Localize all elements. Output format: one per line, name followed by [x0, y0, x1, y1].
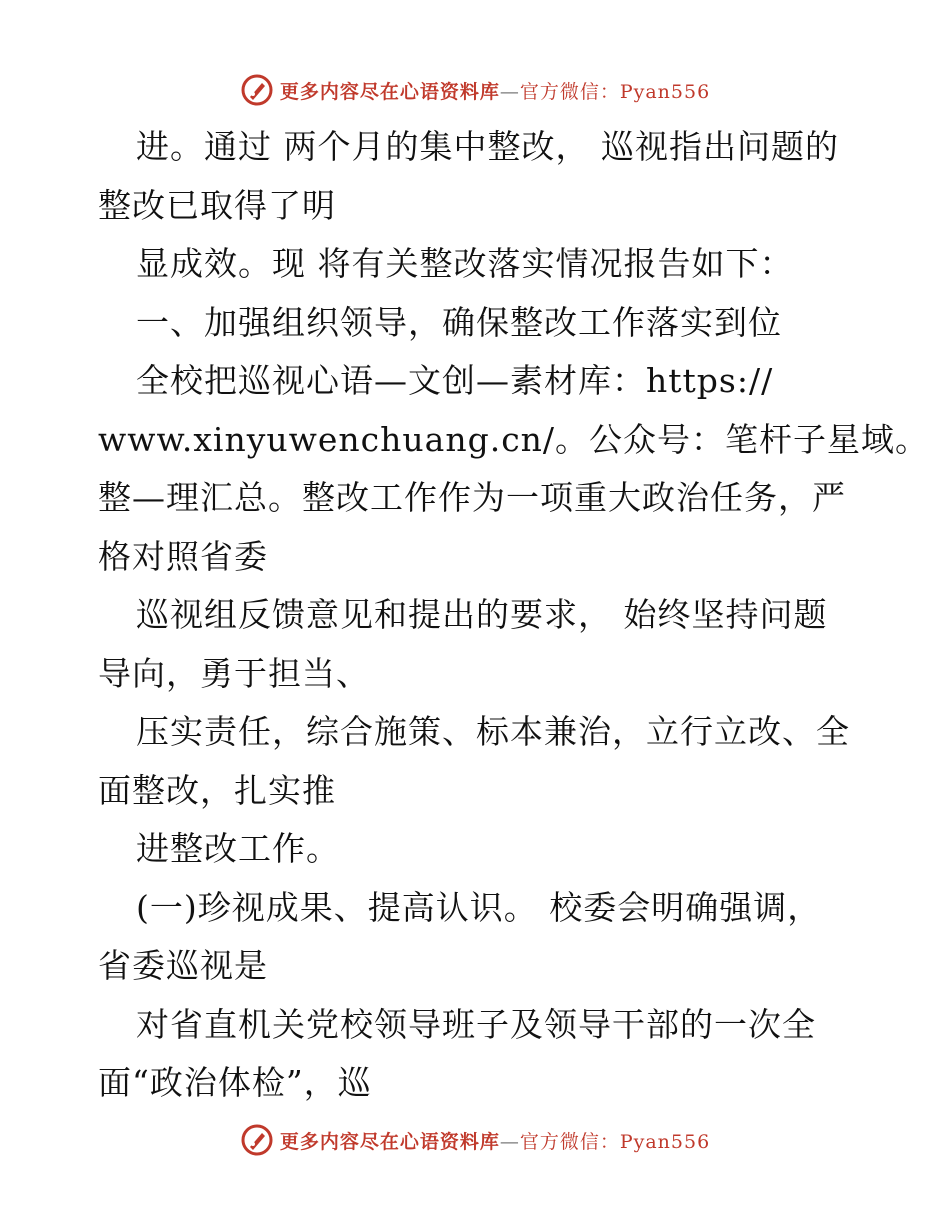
text-line: 进整改工作。	[136, 829, 340, 868]
watermark-footer	[0, 1120, 950, 1160]
watermark-header	[0, 70, 950, 110]
text-line: 全校把巡视心语—文创—素材库：https://	[136, 361, 774, 400]
text-line: 省委巡视是	[98, 946, 268, 985]
text-line: 导向，勇于担当、	[98, 653, 370, 693]
text-line: 格对照省委	[98, 536, 268, 576]
watermark-separator: —	[499, 1130, 520, 1153]
watermark-brand: 更多内容尽在心语资料库	[279, 1130, 500, 1153]
text-line: 进。通过 两个月的集中整改， 巡视指出问题的	[136, 127, 839, 166]
pen-nib-logo-icon	[240, 73, 274, 107]
text-line: 面整改，扎实推	[98, 770, 336, 810]
text-line: 面“政治体检”，巡	[98, 1063, 372, 1102]
text-line: 整改已取得了明	[98, 185, 336, 225]
watermark-text	[280, 1127, 710, 1154]
document-body	[98, 118, 930, 1113]
text-line: 一、加强组织领导，确保整改工作落实到位	[136, 302, 782, 342]
text-line: (一)珍视成果、提高认识。 校委会明确强调，	[136, 887, 822, 927]
pen-nib-logo-icon	[240, 1123, 274, 1157]
text-line: 整—理汇总。整改工作作为一项重大政治任务，严	[98, 478, 846, 517]
watermark-contact: 官方微信：Pyan556	[519, 80, 711, 103]
watermark-separator: —	[499, 80, 520, 103]
text-line: 压实责任，综合施策、标本兼治，立行立改、全	[136, 712, 850, 751]
watermark-brand: 更多内容尽在心语资料库	[279, 80, 500, 103]
text-line: 显成效。现 将有关整改落实情况报告如下：	[136, 244, 794, 283]
text-line: 对省直机关党校领导班子及领导干部的一次全	[136, 1004, 816, 1044]
text-line: 巡视组反馈意见和提出的要求， 始终坚持问题	[136, 595, 828, 634]
text-line: www.xinyuwenchuang.cn/。公众号：笔杆子星域。	[98, 419, 930, 459]
watermark-text	[280, 77, 710, 104]
watermark-contact: 官方微信：Pyan556	[519, 1130, 711, 1153]
